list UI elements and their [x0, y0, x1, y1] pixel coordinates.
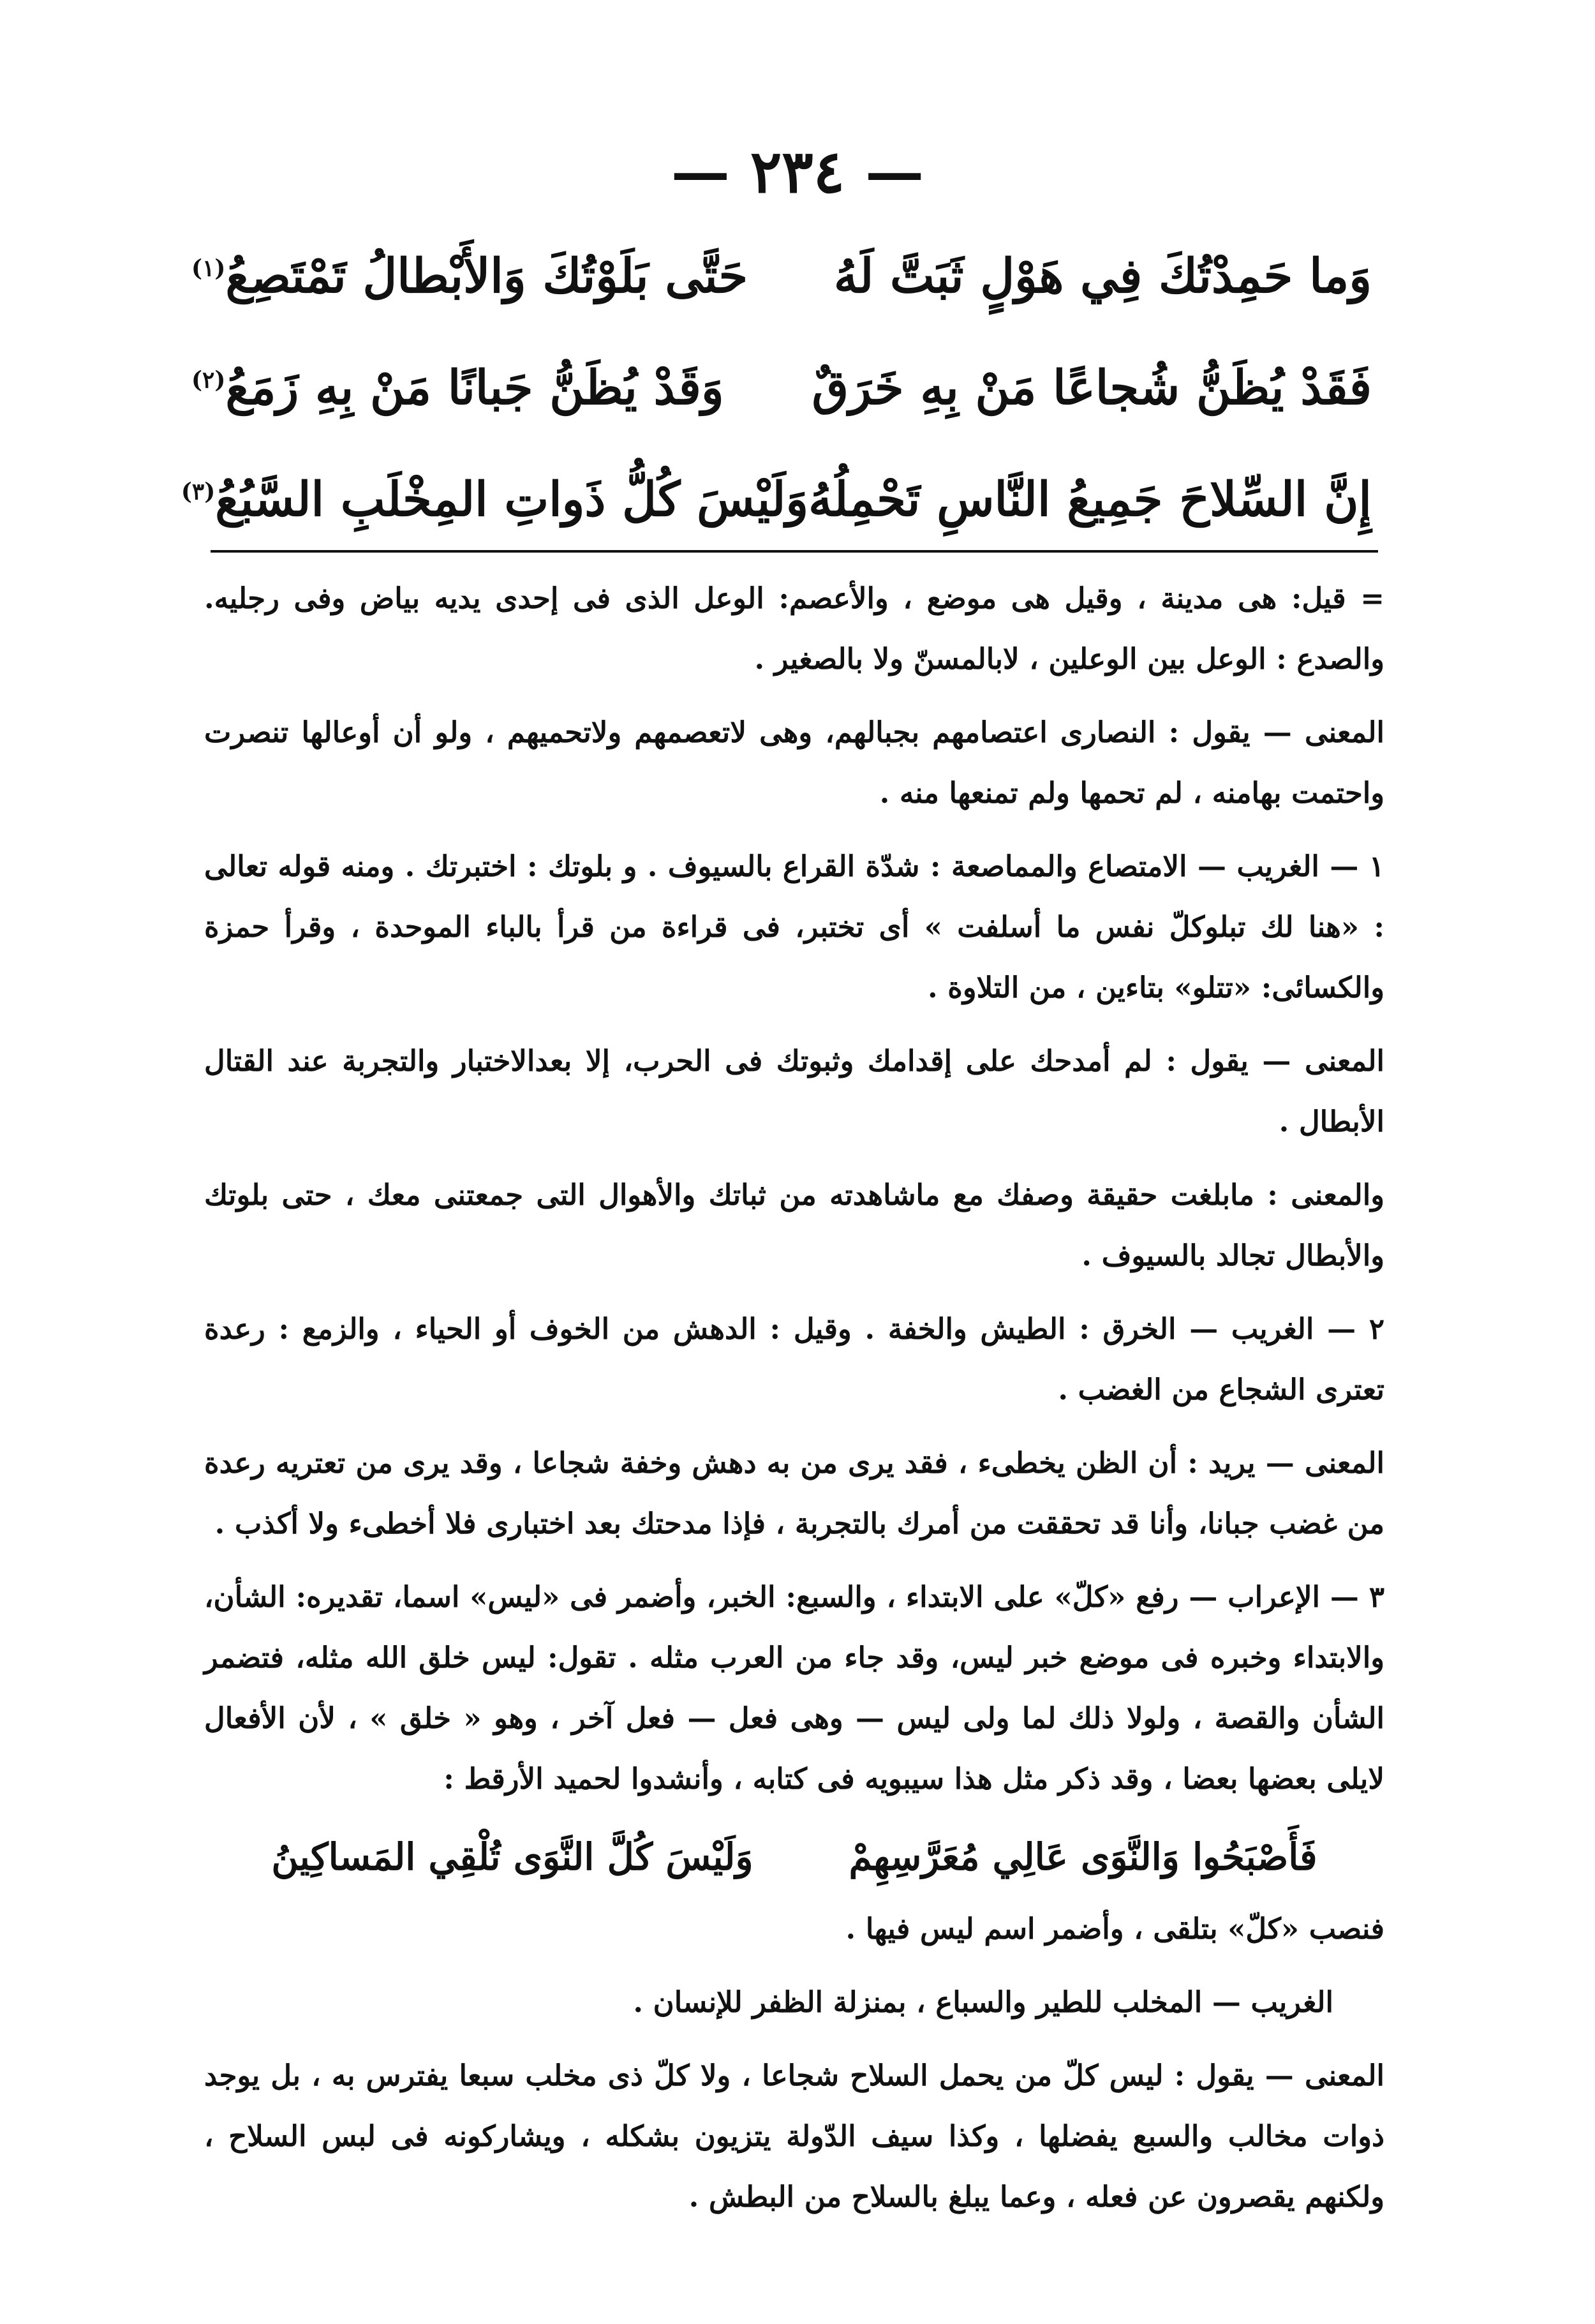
verse-second-hemistich [191, 249, 748, 304]
verse-text: وَقَدْ يُظَنُّ جَبانًا مَنْ بِهِ زَمَعُ [225, 360, 724, 415]
commentary-paragraph: ٢ — الغريب — الخرق : الطيش والخفة . وقيل : الدهش من الخوف أو الحياء ، والزمع : رعدة تعترى الشجاع من الغضب . [204, 1312, 1384, 1406]
verse-line [191, 220, 1372, 332]
footnote-marker: (٢) [191, 366, 226, 393]
verse-line [181, 443, 1372, 555]
footnote-marker: (٣) [181, 477, 216, 505]
commentary-paragraph: = قيل: هى مدينة ، وقيل هى موضع ، والأعصم: الوعل الذى فى إحدى يديه بياض وفى رجليه. والصدع : الوعل بين الوعلين ، لابالمسنّ ولا بالصغير . [204, 581, 1384, 676]
separator-rule [211, 550, 1378, 553]
verse-first-hemistich [834, 249, 1372, 304]
verse-text: حَتَّى بَلَوْتُكَ وَالأَبْطالُ تَمْتَصِعُ [225, 248, 748, 304]
commentary-paragraph: الغريب — المخلب للطير والسباع ، بمنزلة الظفر للإنسان . [633, 1985, 1333, 2019]
poem-verses [181, 220, 1372, 555]
verse-line [191, 332, 1372, 443]
commentary-paragraph: المعنى — يقول : النصارى اعتصامهم بجبالهم، وهى لاتعصمهم ولاتحميهم ، ولو أن أوعالها تنصرت واحتمت بهامنه ، لم تحمها ولم تمنعها منه . [204, 715, 1384, 810]
verse-text: فَقَدْ يُظَنُّ شُجاعًا مَنْ بِهِ خَرَقٌ [812, 360, 1372, 415]
verse-text: وَلَيْسَ كُلُّ ذَواتِ المِخْلَبِ السَّبُعُ [215, 472, 809, 527]
commentary-paragraph: ٣ — الإعراب — رفع «كلّ» على الابتداء ، والسبع: الخبر، وأضمر فى «ليس» اسما، تقديره: الشأن، والابتداء وخبره فى موضع خبر ليس، وقد جاء من العرب مثله . تقول: ليس خلق الله مثله، فتضمر الشأن والقصة ، ولولا ذلك لما ولى ليس — وهى فعل — فعل آخر ، وهو « خلق » ، لأن الأفعال لايلى بعضها بعضا ، وقد ذكر مثل هذا سيبويه فى كتابه ، وأنشدوا لحميد الأرقط : [204, 1580, 1384, 1796]
verse-second-hemistich [191, 361, 724, 415]
quoted-verse [204, 1822, 1384, 1892]
commentary-paragraph: المعنى — يقول : لم أمدحك على إقدامك وثبوتك فى الحرب، إلا بعدالاختبار والتجربة عند القتال الأبطال . [204, 1044, 1384, 1138]
commentary-paragraph: فنصب «كلّ» بتلقى ، وأضمر اسم ليس فيها . [845, 1912, 1384, 1946]
commentary-paragraph: والمعنى : مابلغت حقيقة وصفك مع ماشاهدته من ثباتك والأهوال التى جمعتنى معك ، حتى بلوتك والأبطال تجالد بالسيوف . [204, 1178, 1384, 1272]
quoted-verse-first: فَأَصْبَحُوا وَالنَّوَى عَالِي مُعَرَّسِهِمْ [849, 1835, 1317, 1879]
verse-text: وَما حَمِدْتُكَ فِي هَوْلٍ ثَبَتَّ لَهُ [834, 248, 1372, 304]
commentary-notes [204, 568, 1384, 2240]
verse-first-hemistich [808, 472, 1372, 527]
footnote-marker: (١) [191, 254, 226, 281]
page-number: — ٢٣٤ — [671, 137, 924, 206]
quoted-verse-second: وَلَيْسَ كُلَّ النَّوَى تُلْقِي المَساكِينُ [271, 1835, 753, 1879]
commentary-paragraph: ١ — الغريب — الامتصاع والمماصعة : شدّة القراع بالسيوف . و بلوتك : اختبرتك . ومنه قوله تعالى : «هنا لك تبلوكلّ نفس ما أسلفت » أى تختبر، فى قراءة من قرأ بالباء الموحدة ، وقرأ حمزة والكسائى: «تتلو» بتاءين ، من التلاوة . [204, 849, 1384, 1004]
commentary-paragraph: المعنى — يقول : ليس كلّ من يحمل السلاح شجاعا ، ولا كلّ ذى مخلب سبعا يفترس به ، بل يوجد ذوات مخالب والسبع يفضلها ، وكذا سيف الدّولة يتزيون بشكله ، ويشاركونه فى لبس السلاح ، ولكنهم يقصرون عن فعله ، وعما يبلغ بالسلاح من البطش . [204, 2059, 1384, 2214]
commentary-paragraph: المعنى — يريد : أن الظن يخطىء ، فقد يرى من به دهش وخفة شجاعا ، وقد يرى من تعتريه رعدة من غضب جبانا، وأنا قد تحققت من أمرك بالتجربة ، فإذا مدحتك بعد اختبارى فلا أخطىء ولا أكذب . [204, 1446, 1384, 1540]
verse-text: إِنَّ السِّلاحَ جَمِيعُ النَّاسِ تَحْمِلُهُ [808, 472, 1372, 527]
verse-second-hemistich [181, 472, 808, 527]
verse-first-hemistich [812, 361, 1372, 415]
